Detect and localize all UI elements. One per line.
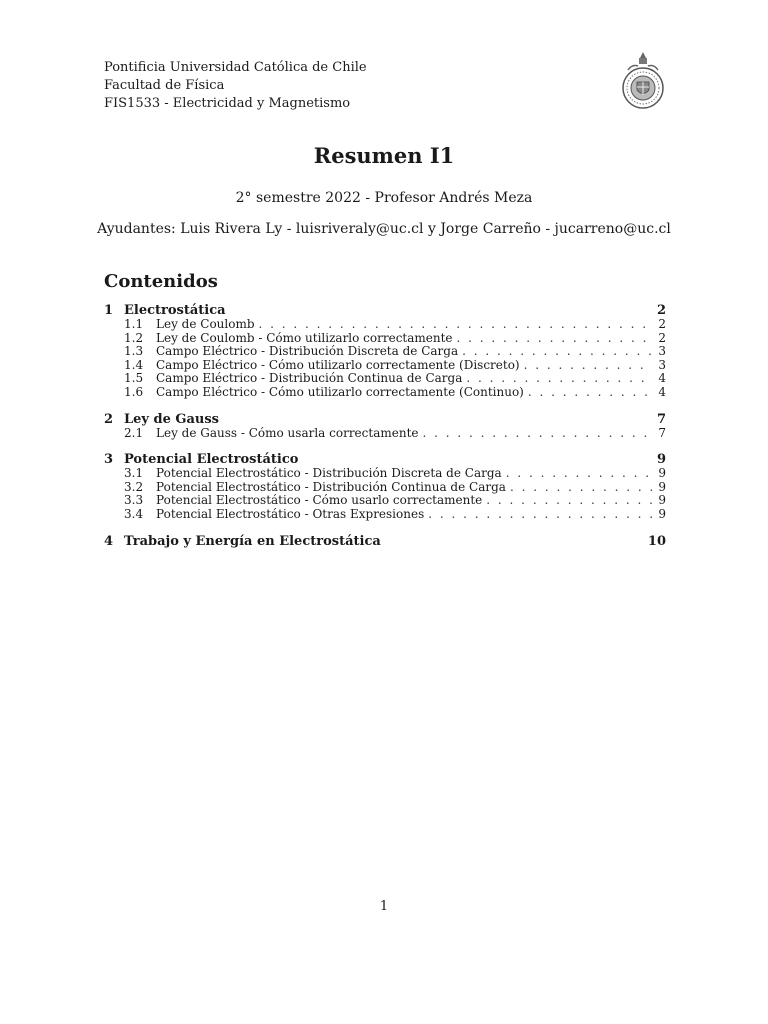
toc-subsection[interactable] [104, 494, 666, 508]
toc-leader-dots [528, 386, 652, 400]
assistants-line: Ayudantes: Luis Rivera Ly - luisriveraly@uc.cl y Jorge Carreño - jucarreno@uc.cl [97, 221, 671, 237]
toc-section-page: 7 [656, 411, 666, 427]
toc-section-title: Potencial Electrostático [124, 452, 299, 468]
toc-leader-dots [259, 318, 652, 332]
toc-subsection-page: 3 [658, 357, 666, 372]
toc-subsection[interactable] [104, 372, 666, 386]
university-seal-icon [622, 50, 664, 112]
toc-subsection-title: Campo Eléctrico - Distribución Discreta de Carga [156, 344, 459, 359]
toc-section[interactable] [104, 452, 666, 467]
toc-subsection-number: 2.1 [124, 425, 144, 440]
toc-subsection-number: 3.3 [124, 493, 144, 508]
toc-subsection-page: 4 [658, 384, 666, 399]
institution-name: Pontificia Universidad Católica de Chile [104, 60, 367, 75]
toc-leader-dots [462, 345, 652, 359]
toc-subsection-page: 2 [658, 330, 666, 345]
document-header [104, 59, 367, 113]
page-number: 1 [379, 899, 389, 914]
toc-subsection[interactable] [104, 481, 666, 495]
toc-section-number: 2 [104, 411, 114, 427]
toc-subsection[interactable] [104, 359, 666, 373]
toc-subsection[interactable] [104, 467, 666, 481]
toc-subsection-number: 1.4 [124, 357, 144, 372]
toc-subsection-title: Campo Eléctrico - Cómo utilizarlo correctamente (Continuo) [156, 384, 524, 399]
toc-subsection-title: Potencial Electrostático - Otras Expresiones [156, 506, 425, 521]
toc-subsection-page: 4 [658, 371, 666, 386]
toc-subsection-number: 3.2 [124, 479, 144, 494]
toc-subsection[interactable] [104, 427, 666, 441]
toc-subsection[interactable] [104, 332, 666, 346]
toc-subsection[interactable] [104, 386, 666, 400]
toc-subsection-title: Ley de Gauss - Cómo usarla correctamente [156, 425, 419, 440]
toc-section-title: Electrostática [124, 303, 226, 318]
toc-subsection-title: Campo Eléctrico - Distribución Continua de Carga [156, 371, 463, 386]
toc-leader-dots [510, 481, 652, 495]
toc-section-title: Ley de Gauss [124, 411, 219, 427]
toc-subsection[interactable] [104, 345, 666, 359]
toc-leader-dots [457, 332, 652, 346]
toc-section-page: 10 [647, 533, 666, 549]
toc-subsection-page: 9 [658, 493, 666, 508]
toc-subsection-page: 9 [658, 466, 666, 481]
toc-section[interactable] [104, 412, 666, 427]
toc-subsection-title: Ley de Coulomb - Cómo utilizarlo correctamente [156, 330, 453, 345]
toc-section-number: 1 [104, 303, 114, 318]
toc-section-page: 9 [656, 452, 666, 468]
toc-subsection-number: 1.6 [124, 384, 144, 399]
toc-subsection-number: 1.2 [124, 330, 144, 345]
document-title: Resumen I1 [313, 143, 455, 168]
toc-subsection-page: 2 [658, 317, 666, 331]
toc-heading: Contenidos [104, 271, 218, 292]
toc-subsection-page: 3 [658, 344, 666, 359]
course-name: FIS1533 - Electricidad y Magnetismo [104, 96, 351, 111]
toc-leader-dots [506, 467, 652, 481]
toc-subsection-number: 1.1 [124, 317, 144, 331]
toc-subsection-title: Campo Eléctrico - Cómo utilizarlo correctamente (Discreto) [156, 357, 520, 372]
toc-section-number: 3 [104, 452, 114, 468]
table-of-contents [104, 303, 666, 549]
toc-subsection[interactable] [104, 508, 666, 522]
toc-section[interactable] [104, 534, 666, 549]
toc-subsection-title: Potencial Electrostático - Distribución Continua de Carga [156, 479, 506, 494]
toc-subsection-page: 7 [658, 425, 666, 440]
toc-subsection-number: 3.4 [124, 506, 144, 521]
toc-section-page: 2 [656, 303, 666, 318]
document-subtitle: 2° semestre 2022 - Profesor Andrés Meza [235, 190, 533, 206]
toc-subsection-page: 9 [658, 479, 666, 494]
toc-leader-dots [428, 508, 652, 522]
toc-subsection-number: 1.3 [124, 344, 144, 359]
faculty-name: Facultad de Física [104, 78, 225, 93]
toc-leader-dots [524, 359, 652, 373]
toc-subsection-number: 3.1 [124, 466, 144, 481]
toc-section[interactable] [104, 303, 666, 318]
toc-subsection-title: Potencial Electrostático - Distribución Discreta de Carga [156, 466, 502, 481]
toc-section-number: 4 [104, 533, 114, 549]
toc-leader-dots [423, 427, 653, 441]
toc-leader-dots [466, 372, 652, 386]
toc-subsection-page: 9 [658, 506, 666, 521]
toc-section-title: Trabajo y Energía en Electrostática [124, 533, 381, 549]
toc-subsection-number: 1.5 [124, 371, 144, 386]
toc-subsection-title: Potencial Electrostático - Cómo usarlo correctamente [156, 493, 483, 508]
toc-leader-dots [486, 494, 652, 508]
toc-subsection[interactable] [104, 318, 666, 332]
toc-subsection-title: Ley de Coulomb [156, 317, 255, 331]
